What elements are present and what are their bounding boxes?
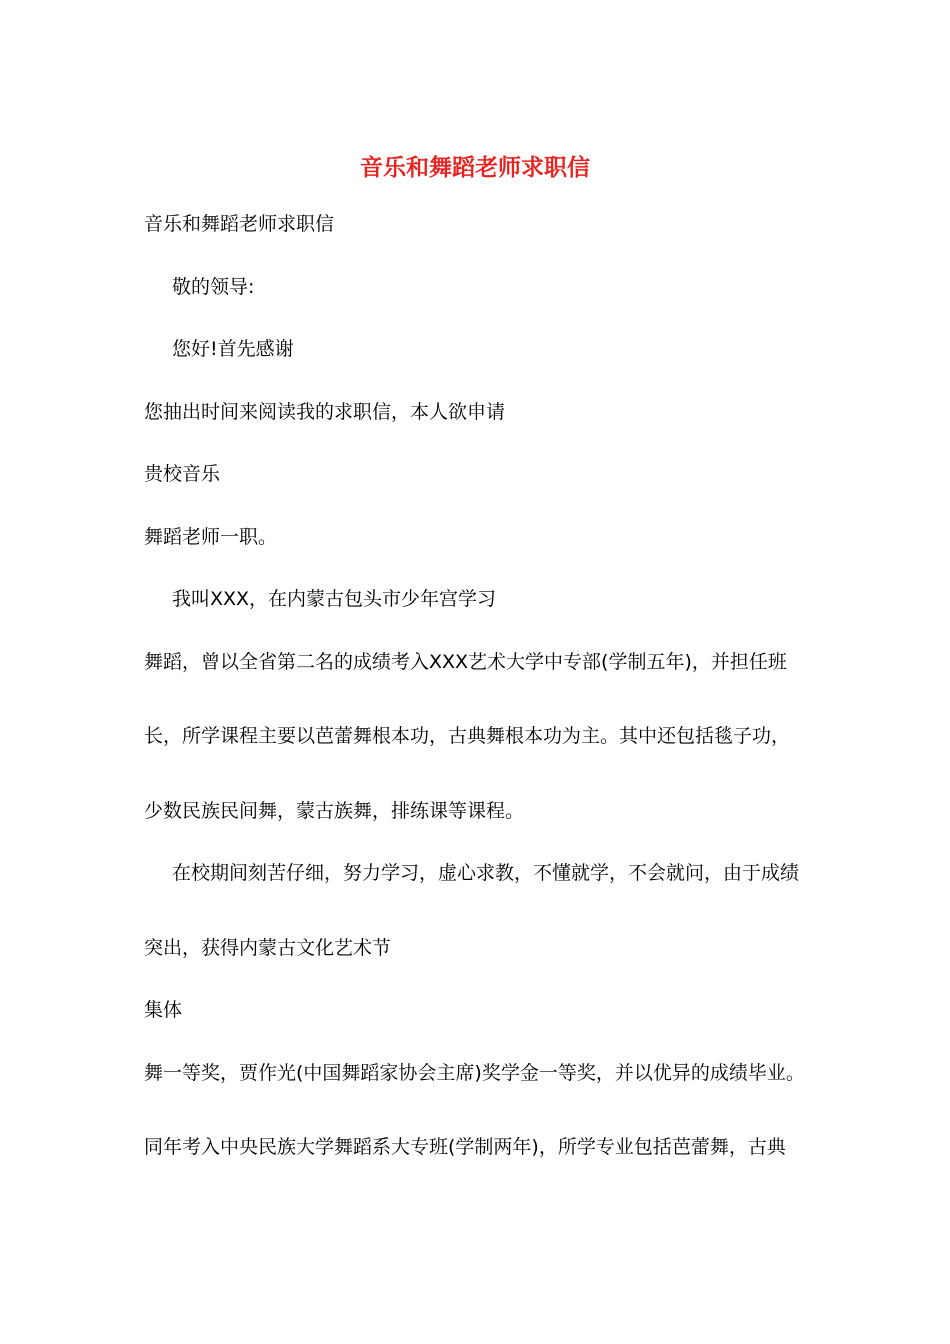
body-line-6: 舞蹈老师一职。 [144,526,278,548]
body-line-3: 您好!首先感谢 [172,338,294,360]
body-line-14: 舞一等奖，贾作光(中国舞蹈家协会主席)奖学金一等奖，并以优异的成绩毕业。 [144,1062,805,1084]
document-title: 音乐和舞蹈老师求职信 [360,154,590,181]
body-line-13: 集体 [144,999,183,1021]
body-line-10: 少数民族民间舞，蒙古族舞，排练课等课程。 [144,800,525,822]
body-line-9: 长，所学课程主要以芭蕾舞根本功，古典舞根本功为主。其中还包括毯子功， [144,725,791,747]
body-line-12: 突出，获得内蒙古文化艺术节 [144,937,392,959]
body-line-15: 同年考入中央民族大学舞蹈系大专班(学制两年)，所学专业包括芭蕾舞，古典 [144,1136,786,1158]
body-line-5: 贵校音乐 [144,463,221,485]
body-line-1: 音乐和舞蹈老师求职信 [144,213,335,235]
body-line-7: 我叫XXX，在内蒙古包头市少年宫学习 [172,588,497,610]
body-line-11: 在校期间刻苦仔细，努力学习，虚心求教，不懂就学，不会就问，由于成绩 [172,862,800,884]
body-line-2: 敬的领导: [172,276,255,298]
body-line-4: 您抽出时间来阅读我的求职信，本人欲申请 [144,401,506,423]
body-line-8: 舞蹈，曾以全省第二名的成绩考入XXX艺术大学中专部(学制五年)，并担任班 [144,651,787,673]
